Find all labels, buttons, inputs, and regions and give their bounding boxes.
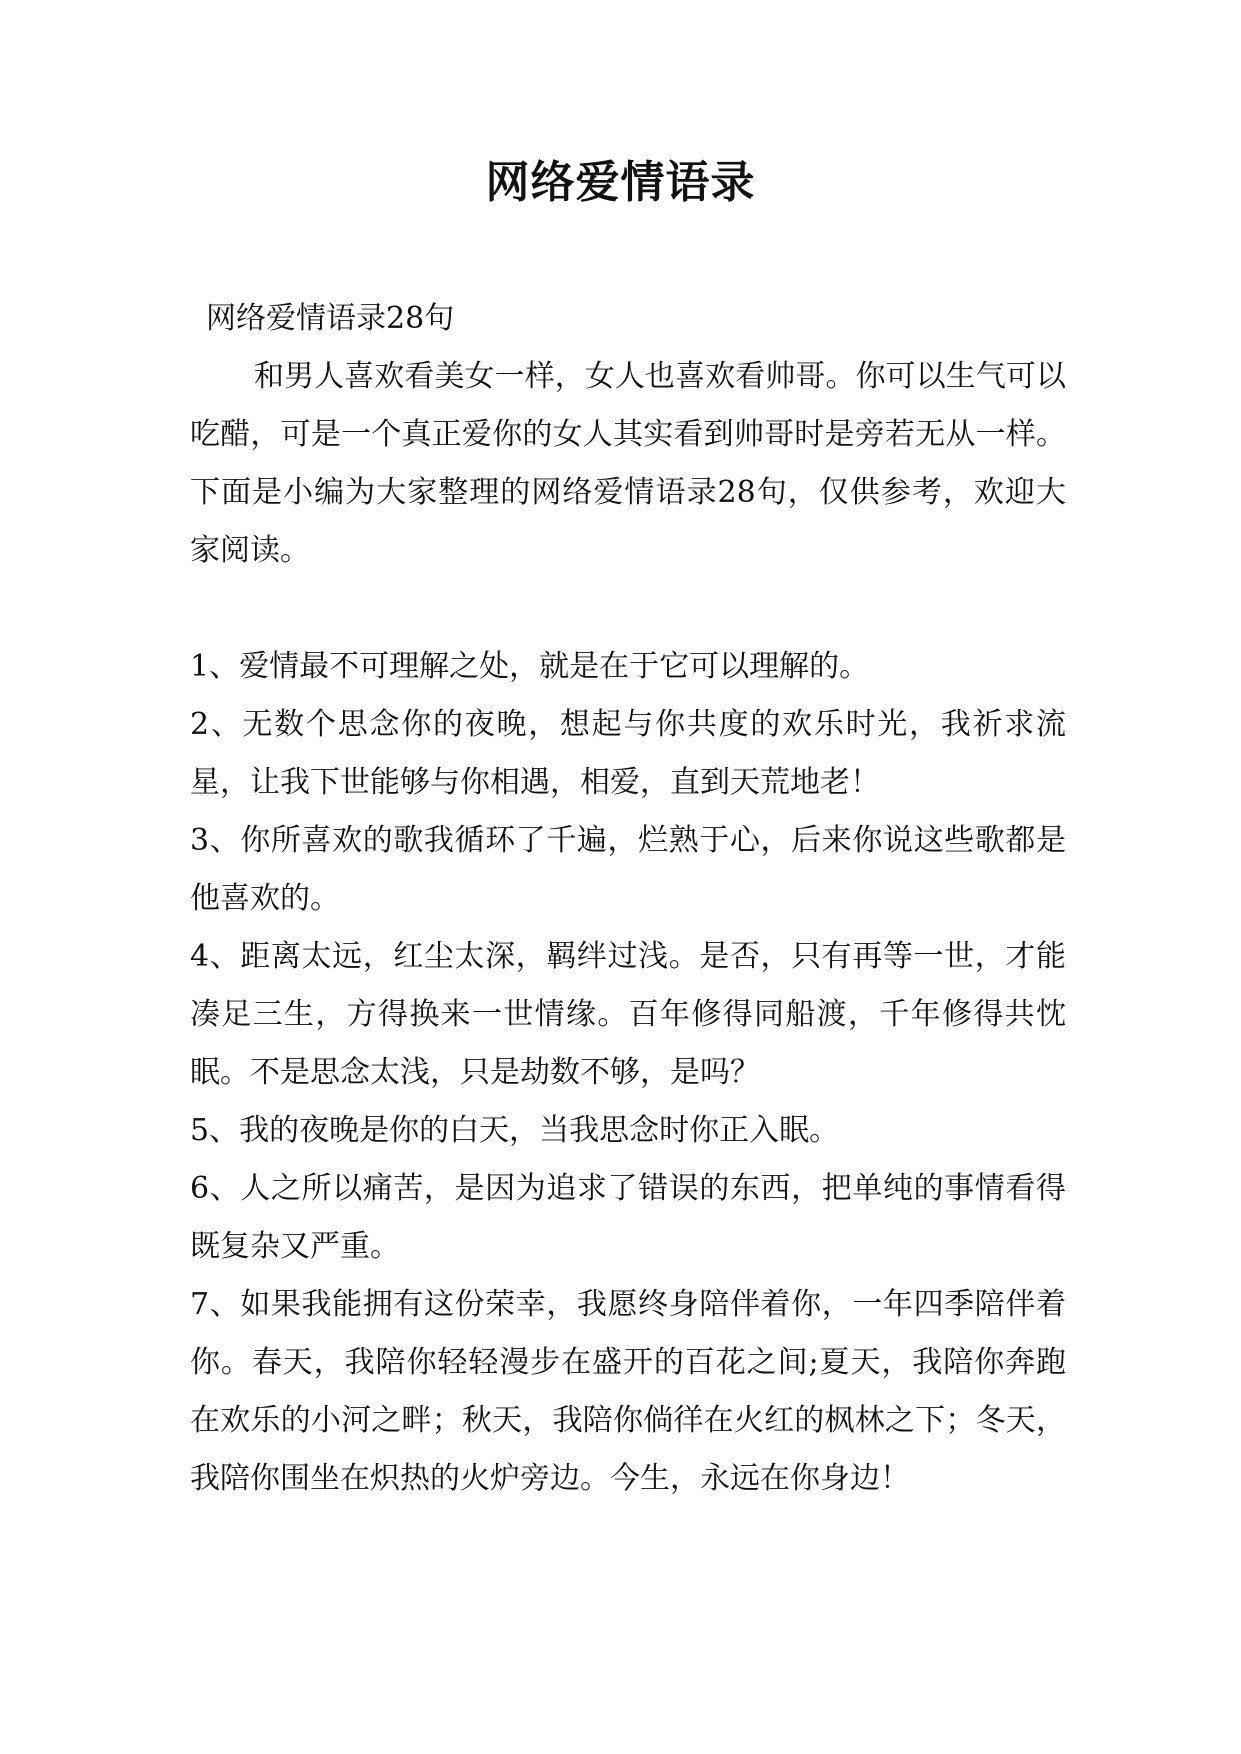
intro-paragraph: 和男人喜欢看美女一样，女人也喜欢看帅哥。你可以生气可以吃醋，可是一个真正爱你的女人其实看到帅哥时是旁若无从一样。下面是小编为大家整理的网络爱情语录28句，仅供参考，欢迎大家阅读。 (190, 359, 1066, 568)
quote-list (190, 638, 1066, 1508)
quote-item-4: 4、距离太远，红尘太深，羁绊过浅。是否，只有再等一世，才能凑足三生，方得换来一世情缘。百年修得同船渡，千年修得共忱眠。不是思念太浅，只是劫数不够，是吗？ (190, 939, 1066, 1090)
quote-item-3: 3、你所喜欢的歌我循环了千遍，烂熟于心，后来你说这些歌都是他喜欢的。 (190, 823, 1066, 916)
quote-item-2: 2、无数个思念你的夜晚，想起与你共度的欢乐时光，我祈求流星，让我下世能够与你相遇，相爱，直到天荒地老！ (190, 707, 1066, 800)
quote-item-6: 6、人之所以痛苦，是因为追求了错误的东西，把单纯的事情看得既复杂又严重。 (190, 1171, 1066, 1264)
paragraph-spacer (190, 580, 1066, 638)
document-body (190, 290, 1066, 1508)
document-subtitle: 网络爱情语录28句 (206, 301, 455, 336)
quote-item-7: 7、如果我能拥有这份荣幸，我愿终身陪伴着你，一年四季陪伴着你。春天，我陪你轻轻漫步在盛开的百花之间;夏天，我陪你奔跑在欢乐的小河之畔；秋天，我陪你倘徉在火红的枫林之下；冬天，我陪你围坐在炽热的火炉旁边。今生，永远在你身边！ (190, 1287, 1066, 1496)
document-title: 网络爱情语录 (485, 157, 756, 208)
quote-item-1: 1、爱情最不可理解之处，就是在于它可以理解的。 (190, 649, 870, 684)
quote-item-5: 5、我的夜晚是你的白天，当我思念时你正入眠。 (190, 1113, 840, 1148)
